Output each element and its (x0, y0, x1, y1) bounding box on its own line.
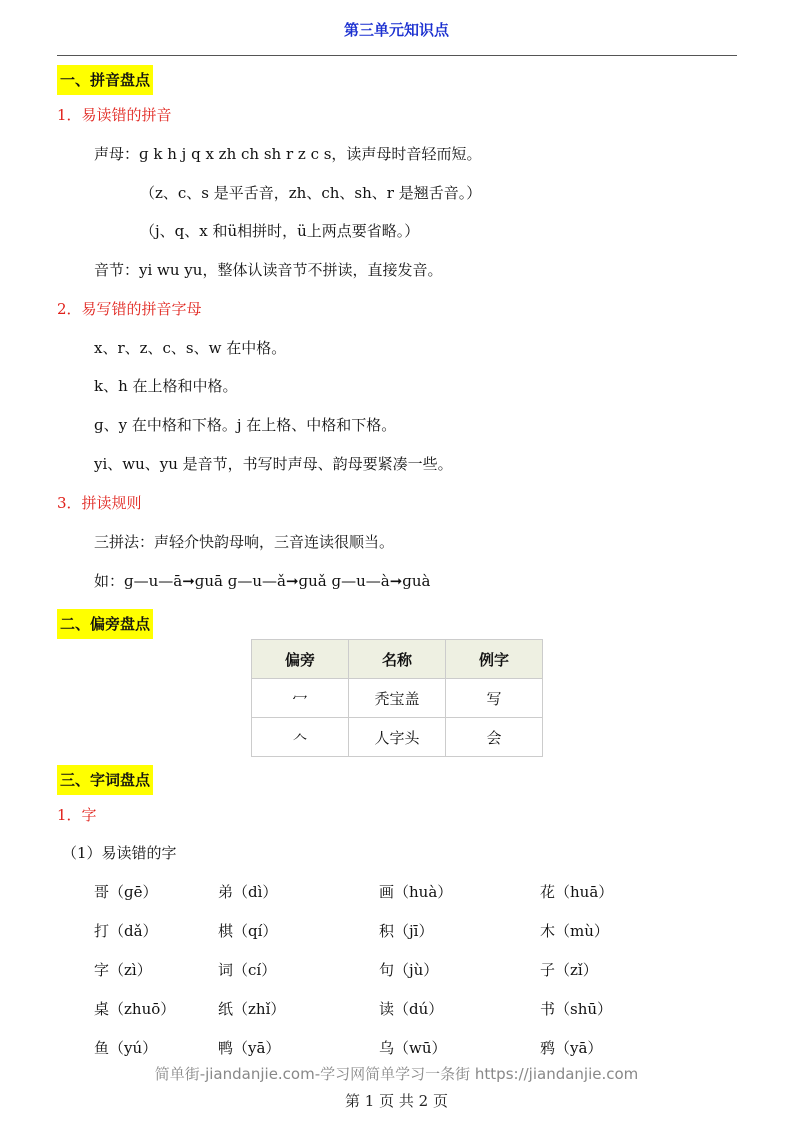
page-title: 第三单元知识点 (343, 21, 449, 39)
text-line: ɡ、y 在中格和下格。j 在上格、中格和下格。 (94, 416, 397, 434)
table-cell: 写 (446, 679, 543, 718)
subheading: （1）易读错的字 (62, 844, 177, 862)
char-item: 鱼（yú） (94, 1039, 158, 1057)
page-footer: 第 1 页 共 2 页 (345, 1092, 448, 1110)
char-item: 积（jī） (379, 922, 434, 940)
char-item: 打（dǎ） (94, 922, 158, 940)
char-item: 句（jù） (379, 961, 439, 979)
table-cell: 冖 (252, 679, 349, 718)
char-item: 书（shū） (540, 1000, 613, 1018)
text-line: 如：ɡ—u—ā➞ɡuā ɡ—u—ǎ➞ɡuǎ ɡ—u—à➞ɡuà (94, 572, 431, 590)
subheading: 1．字 (57, 806, 97, 824)
header-divider (57, 55, 737, 56)
text-line: 声母：ɡ k h j q x zh ch sh r z c s，读声母时音轻而短。 (94, 145, 482, 163)
text-line: yi、wu、yu 是音节，书写时声母、韵母要紧凑一些。 (94, 455, 453, 473)
table-cell: 𠆢 (252, 718, 349, 757)
char-item: 桌（zhuō） (94, 1000, 176, 1018)
char-item: 鸦（yā） (540, 1039, 603, 1057)
subheading: 2．易写错的拼音字母 (57, 300, 202, 318)
table-cell: 人字头 (349, 718, 446, 757)
char-item: 子（zǐ） (540, 961, 598, 979)
table-header: 名称 (349, 640, 446, 679)
radicals-table (251, 639, 543, 757)
table-cell: 秃宝盖 (349, 679, 446, 718)
watermark: 简单街-jiandanjie.com-学习网简单学习一条街 https://jiandanjie.com (154, 1065, 639, 1083)
section-heading-words: 三、字词盘点 (57, 765, 153, 795)
char-item: 花（huā） (540, 883, 614, 901)
table-header: 例字 (446, 640, 543, 679)
subheading: 1．易读错的拼音 (57, 106, 172, 124)
subheading: 3．拼读规则 (57, 494, 142, 512)
text-line: k、h 在上格和中格。 (94, 377, 238, 395)
char-item: 哥（ɡē） (94, 883, 158, 901)
text-line: x、r、z、c、s、w 在中格。 (94, 339, 287, 357)
char-item: 棋（qí） (218, 922, 278, 940)
char-item: 弟（dì） (218, 883, 278, 901)
text-line: （j、q、x 和ü相拼时，ü上两点要省略。） (140, 222, 420, 240)
char-item: 词（cí） (218, 961, 277, 979)
char-item: 木（mù） (540, 922, 609, 940)
char-item: 字（zì） (94, 961, 152, 979)
char-item: 鸭（yā） (218, 1039, 281, 1057)
char-item: 乌（wū） (379, 1039, 447, 1057)
table-cell: 会 (446, 718, 543, 757)
section-heading-pinyin: 一、拼音盘点 (57, 65, 153, 95)
char-item: 纸（zhǐ） (218, 1000, 286, 1018)
section-heading-radicals: 二、偏旁盘点 (57, 609, 153, 639)
text-line: （z、c、s 是平舌音，zh、ch、sh、r 是翘舌音。） (140, 184, 482, 202)
table-row (252, 679, 543, 718)
text-line: 音节：yi wu yu，整体认读音节不拼读，直接发音。 (94, 261, 443, 279)
table-header: 偏旁 (252, 640, 349, 679)
char-item: 画（huà） (379, 883, 453, 901)
table-row (252, 718, 543, 757)
text-line: 三拼法：声轻介快韵母响，三音连读很顺当。 (94, 533, 395, 551)
char-item: 读（dú） (379, 1000, 444, 1018)
